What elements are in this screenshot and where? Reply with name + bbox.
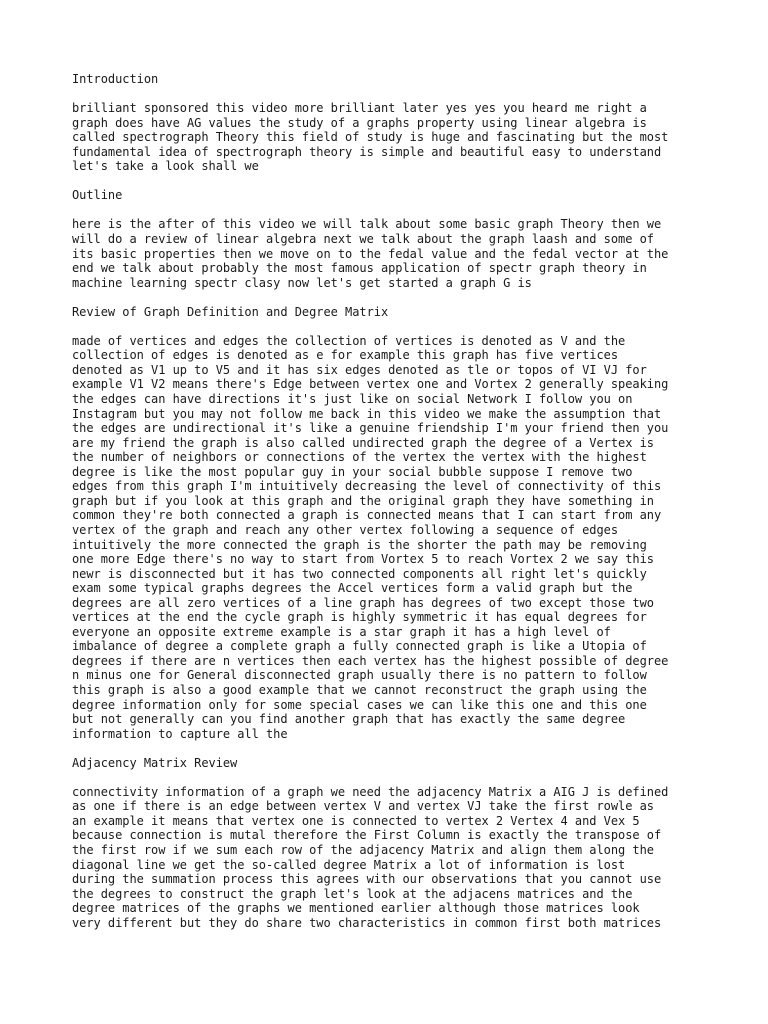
document-body xyxy=(72,72,712,945)
section-body-outline xyxy=(72,217,712,290)
text-line: degrees if there are n vertices then each vertex has the highest possible of degree xyxy=(72,653,669,668)
text-line: example V1 V2 means there's Edge between vertex one and Vortex 2 generally speaking xyxy=(72,377,669,392)
text-line: denoted as V1 up to V5 and it has six edges denoted as tle or topos of VI VJ for xyxy=(72,362,647,377)
text-line: made of vertices and edges the collection of vertices is denoted as V and the xyxy=(72,333,626,348)
text-line: its basic properties then we move on to the fedal value and the fedal vector at the xyxy=(72,246,669,261)
text-line: graph does have AG values the study of a graphs property using linear algebra is xyxy=(72,115,647,130)
text-line: n minus one for General disconnected graph usually there is no pattern to follow xyxy=(72,668,647,683)
text-line: one more Edge there's no way to start from Vortex 5 to reach Vortex 2 we say this xyxy=(72,552,654,567)
text-line: because connection is mutal therefore the First Column is exactly the transpose of xyxy=(72,828,662,843)
text-line: vertex of the graph and reach any other vertex following a sequence of edges xyxy=(72,522,619,537)
text-line: let's take a look shall we xyxy=(72,159,259,174)
text-line: the first row if we sum each row of the adjacency Matrix and align them along the xyxy=(72,842,654,857)
text-line: the number of neighbors or connections of the vertex the vertex with the highest xyxy=(72,450,647,465)
text-line: degree is like the most popular guy in your social bubble suppose I remove two xyxy=(72,464,633,479)
text-line: imbalance of degree a complete graph a fully connected graph is like a Utopia of xyxy=(72,639,647,654)
text-line: an example it means that vertex one is connected to vertex 2 Vertex 4 and Vex 5 xyxy=(72,813,640,828)
text-line: Instagram but you may not follow me back in this video we make the assumption that xyxy=(72,406,662,421)
section-heading-graph-definition: Review of Graph Definition and Degree Matrix xyxy=(72,304,389,319)
section-body-graph-definition xyxy=(72,334,712,741)
text-line: during the summation process this agrees with our observations that you cannot use xyxy=(72,872,662,887)
section-heading-adjacency-matrix: Adjacency Matrix Review xyxy=(72,755,238,770)
text-line: fundamental idea of spectrograph theory is simple and beautiful easy to understand xyxy=(72,144,662,159)
text-line: graph but if you look at this graph and the original graph they have something in xyxy=(72,493,654,508)
text-line: common they're both connected a graph is connected means that I can start from any xyxy=(72,508,662,523)
text-line: intuitively the more connected the graph is the shorter the path may be removing xyxy=(72,537,647,552)
text-line: but not generally can you find another graph that has exactly the same degree xyxy=(72,712,626,727)
text-line: very different but they do share two characteristics in common first both matrices xyxy=(72,915,662,930)
text-line: connectivity information of a graph we need the adjacency Matrix a AIG J is defined xyxy=(72,784,669,799)
text-line: exam some typical graphs degrees the Accel vertices form a valid graph but the xyxy=(72,581,633,596)
text-line: diagonal line we get the so-called degree Matrix a lot of information is lost xyxy=(72,857,626,872)
section-heading-introduction: Introduction xyxy=(72,72,159,86)
text-line: are my friend the graph is also called undirected graph the degree of a Vertex is xyxy=(72,435,654,450)
text-line: everyone an opposite extreme example is a star graph it has a high level of xyxy=(72,624,611,639)
section-body-adjacency-matrix xyxy=(72,785,712,930)
section-body-introduction xyxy=(72,101,712,174)
text-line: the edges are undirectional it's like a genuine friendship I'm your friend then you xyxy=(72,421,669,436)
text-line: degree matrices of the graphs we mentioned earlier although those matrices look xyxy=(72,901,640,916)
text-line: edges from this graph I'm intuitively decreasing the level of connectivity of this xyxy=(72,479,662,494)
text-line: this graph is also a good example that we cannot reconstruct the graph using the xyxy=(72,682,647,697)
text-line: here is the after of this video we will talk about some basic graph Theory then we xyxy=(72,217,662,232)
section-heading-outline: Outline xyxy=(72,188,123,203)
text-line: newr is disconnected but it has two connected components all right let's quickly xyxy=(72,566,647,581)
text-line: collection of edges is denoted as e for example this graph has five vertices xyxy=(72,348,619,363)
text-line: will do a review of linear algebra next we talk about the graph laash and some of xyxy=(72,232,654,247)
text-line: degrees are all zero vertices of a line graph has degrees of two except those two xyxy=(72,595,654,610)
text-line: the degrees to construct the graph let's look at the adjacens matrices and the xyxy=(72,886,633,901)
text-line: machine learning spectr clasy now let's get started a graph G is xyxy=(72,275,532,290)
text-line: called spectrograph Theory this field of study is huge and fascinating but the most xyxy=(72,130,669,145)
text-line: vertices at the end the cycle graph is highly symmetric it has equal degrees for xyxy=(72,610,647,625)
text-line: the edges can have directions it's just like on social Network I follow you on xyxy=(72,392,633,407)
text-line: end we talk about probably the most famous application of spectr graph theory in xyxy=(72,261,647,276)
text-line: information to capture all the xyxy=(72,726,288,741)
text-line: degree information only for some special cases we can like this one and this one xyxy=(72,697,647,712)
text-line: brilliant sponsored this video more brilliant later yes yes you heard me right a xyxy=(72,101,647,116)
text-line: as one if there is an edge between vertex V and vertex VJ take the first rowle as xyxy=(72,799,654,814)
